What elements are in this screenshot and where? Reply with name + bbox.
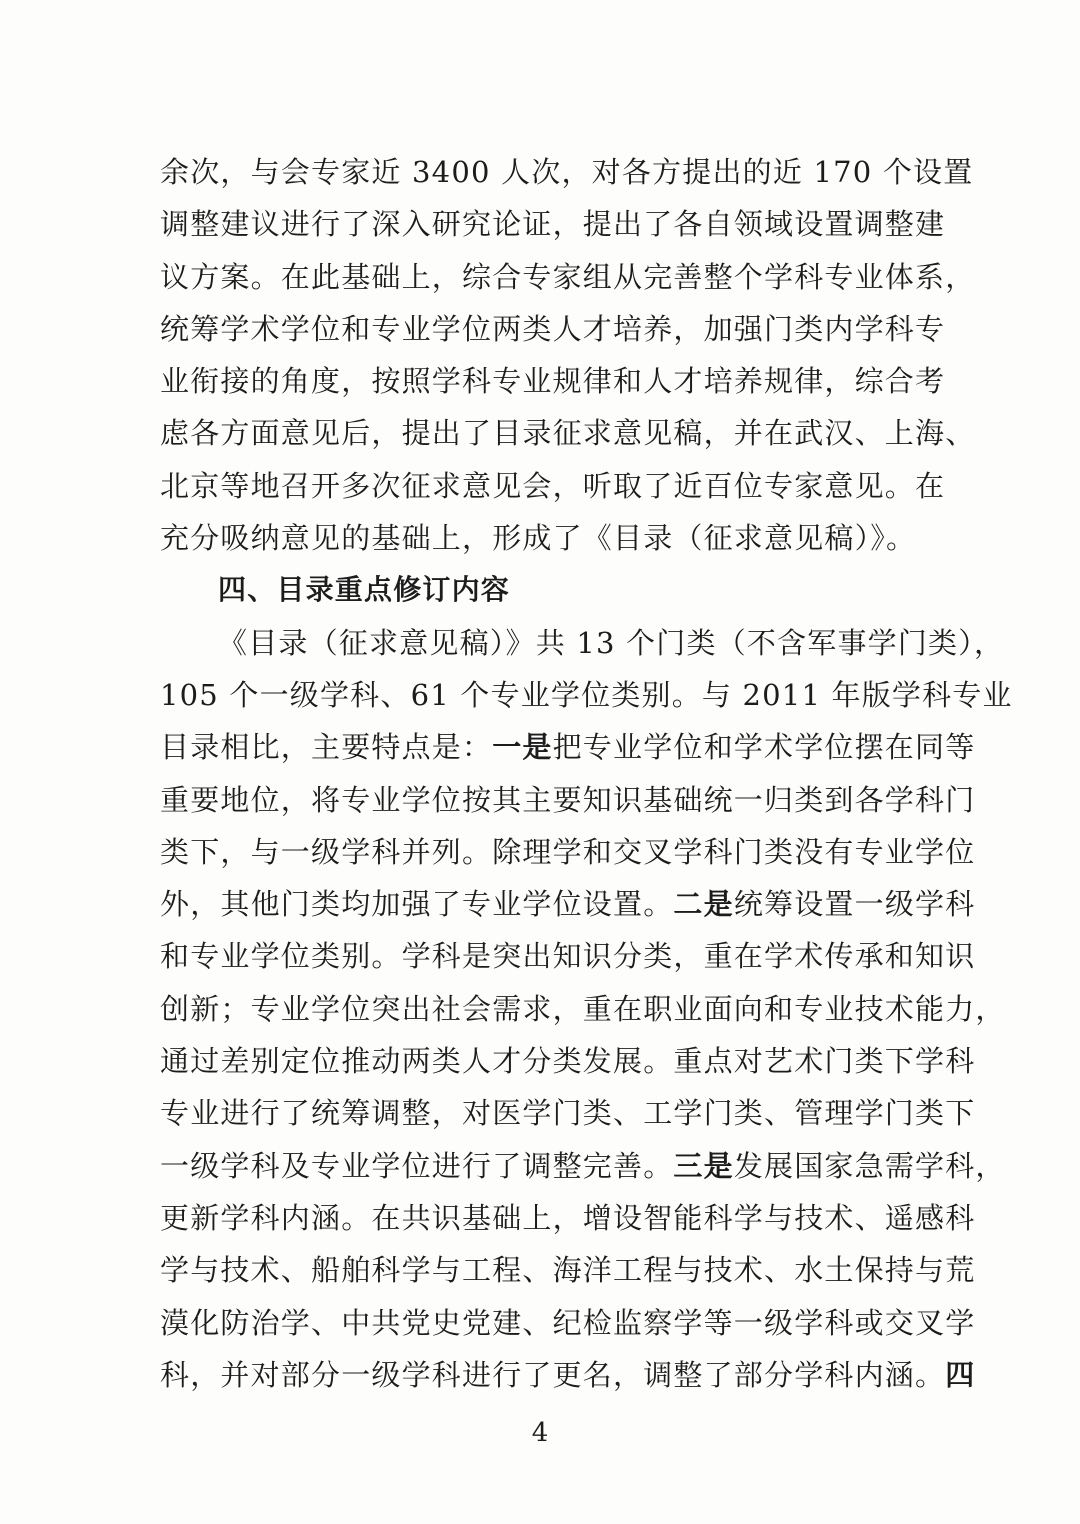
text-line: 105 个一级学科、61 个专业学位类别。与 2011 年版学科专业	[160, 677, 1013, 712]
text-line-point-one	[160, 721, 976, 773]
line-text: 目录相比，主要特点是：	[160, 730, 493, 765]
body-text	[160, 146, 1013, 1401]
point-two-marker: 二是	[673, 887, 734, 922]
text-line: 统筹学术学位和专业学位两类人才培养，加强门类内学科专	[160, 311, 946, 346]
text-line: 学与技术、船舶科学与工程、海洋工程与技术、水土保持与荒	[160, 1253, 976, 1288]
point-three-marker: 三是	[673, 1148, 734, 1183]
point-four-marker: 四	[945, 1357, 976, 1392]
text-line: 类下，与一级学科并列。除理学和交叉学科门类没有专业学位	[160, 834, 976, 869]
line-text: 把专业学位和学术学位摆在同等	[552, 730, 976, 765]
section-heading: 四、目录重点修订内容	[218, 573, 511, 607]
text-line: 调整建议进行了深入研究论证，提出了各自领域设置调整建	[160, 207, 946, 242]
paragraph-first-line: 《目录（征求意见稿）》共 13 个门类（不含军事学门类），	[218, 625, 1005, 660]
text-line: 充分吸纳意见的基础上，形成了《目录（征求意见稿）》。	[160, 521, 917, 556]
text-line: 北京等地召开多次征求意见会，听取了近百位专家意见。在	[160, 468, 946, 503]
text-line: 业衔接的角度，按照学科专业规律和人才培养规律，综合考	[160, 364, 946, 399]
text-line: 和专业学位类别。学科是突出知识分类，重在学术传承和知识	[160, 939, 976, 974]
line-text: 一级学科及专业学位进行了调整完善。	[160, 1148, 674, 1183]
page-number: 4	[531, 1418, 549, 1448]
text-line: 专业进行了统筹调整，对医学门类、工学门类、管理学门类下	[160, 1096, 976, 1131]
text-line: 更新学科内涵。在共识基础上，增设智能科学与技术、遥感科	[160, 1200, 976, 1235]
line-text: 发展国家急需学科，	[733, 1148, 1006, 1183]
text-line: 虑各方面意见后，提出了目录征求意见稿，并在武汉、上海、	[160, 416, 976, 451]
line-text: 统筹设置一级学科	[733, 887, 976, 922]
line-text: 科，并对部分一级学科进行了更名，调整了部分学科内涵。	[160, 1357, 946, 1392]
text-line: 议方案。在此基础上，综合专家组从完善整个学科专业体系，	[160, 259, 976, 294]
text-line: 余次，与会专家近 3400 人次，对各方提出的近 170 个设置	[160, 155, 974, 189]
text-line-point-two	[160, 878, 976, 930]
point-one-marker: 一是	[492, 730, 553, 765]
text-line-point-three	[160, 1140, 1006, 1192]
text-line: 漠化防治学、中共党史党建、纪检监察学等一级学科或交叉学	[160, 1305, 976, 1340]
text-line: 创新；专业学位突出社会需求，重在职业面向和专业技术能力，	[160, 991, 1006, 1026]
text-line: 通过差别定位推动两类人才分类发展。重点对艺术门类下学科	[160, 1044, 976, 1079]
text-line-point-four	[160, 1349, 976, 1401]
line-text: 外，其他门类均加强了专业学位设置。	[160, 887, 674, 922]
text-line: 重要地位，将专业学位按其主要知识基础统一归类到各学科门	[160, 782, 976, 817]
